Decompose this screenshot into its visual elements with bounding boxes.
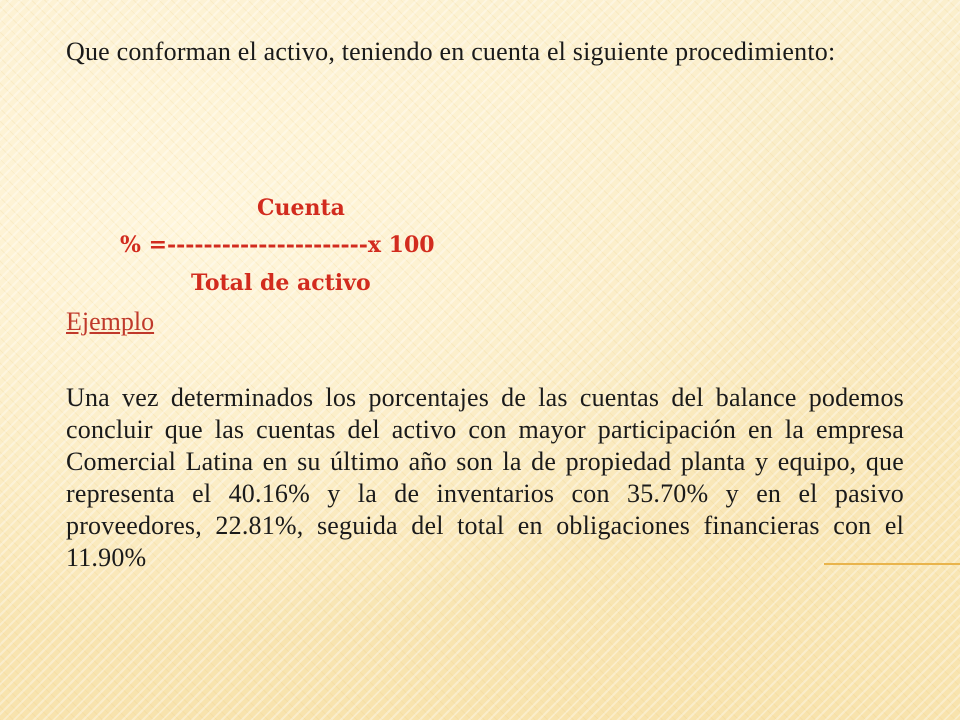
intro-text: Que conforman el activo, teniendo en cuenta el siguiente procedimiento:	[66, 37, 836, 66]
conclusion-paragraph: Una vez determinados los porcentajes de las cuentas del balance podemos concluir que las cuentas del activo con mayor participación en la empresa Comercial Latina en su último año son la de propiedad planta y equipo, que representa el 40.16% y la de inventarios con 35.70% y en el pasivo proveedores, 22.81%, seguida del total en obligaciones financieras con el 11.90%	[66, 383, 904, 572]
formula-equation: % =----------------------x 100	[120, 232, 435, 258]
formula-numerator: Cuenta	[257, 195, 345, 221]
example-link[interactable]: Ejemplo	[66, 307, 155, 336]
formula-denominator: Total de activo	[191, 270, 371, 296]
